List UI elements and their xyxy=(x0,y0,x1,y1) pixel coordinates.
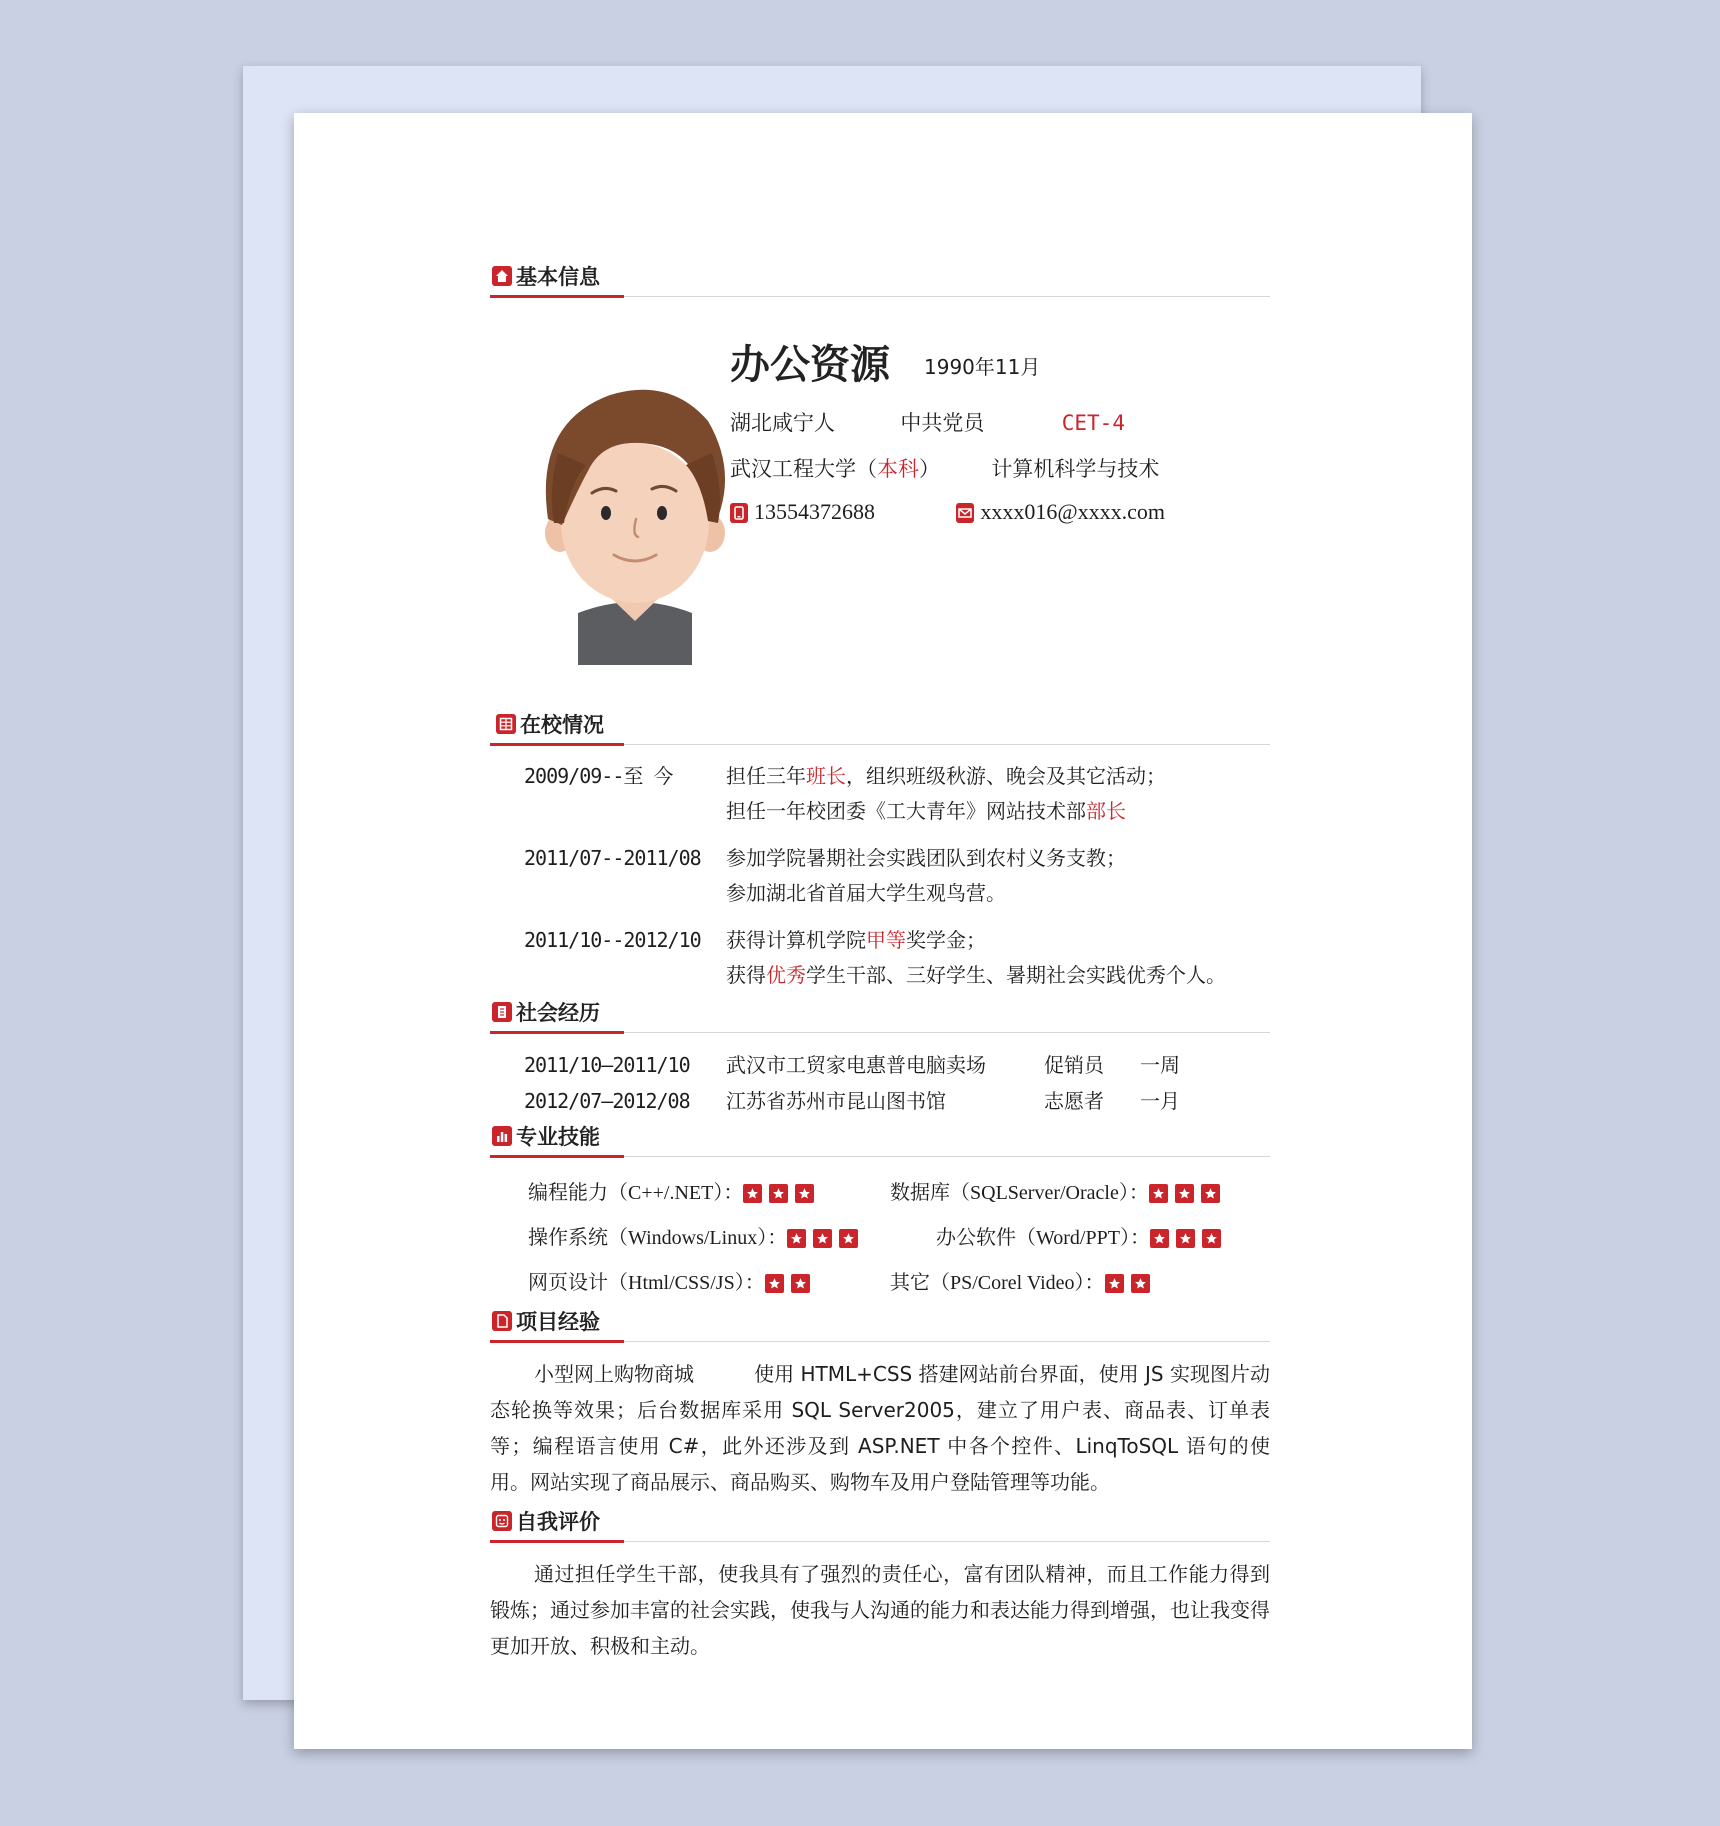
skill-item xyxy=(528,1216,936,1261)
entry-date: 2012/07—2012/08 xyxy=(524,1089,690,1113)
home-icon xyxy=(492,266,512,286)
entry-role: 促销员 xyxy=(1044,1053,1104,1077)
star-icon xyxy=(787,1229,806,1248)
section-self-header xyxy=(490,1508,1270,1542)
section-social-header xyxy=(490,999,1270,1033)
star-icon xyxy=(769,1184,788,1203)
project-description: 小型网上购物商城 使用 HTML+CSS 搭建网站前台界面，使用 JS 实现图片动态轮换等效果；后台数据库采用 SQL Server2005，建立了用户表、商品表、订单表等；编程语言使用 C#，此外还涉及到 ASP.NET 中各个控件、LinqToSQL 语句的使用。网站实现了商品展示、商品购买、购物车及用户登陆管理等功能。 xyxy=(490,1362,1270,1494)
skill-label: 其它（PS/Corel Video）： xyxy=(890,1272,1105,1294)
skill-stars xyxy=(1149,1171,1227,1216)
entry-duration: 一月 xyxy=(1140,1089,1180,1113)
politics: 中共党员 xyxy=(900,411,985,435)
skill-item xyxy=(528,1171,890,1216)
entry-highlight: 甲等 xyxy=(866,928,906,952)
avatar xyxy=(540,383,730,665)
skill-item xyxy=(890,1261,1157,1306)
section-title: 专业技能 xyxy=(516,1125,600,1149)
info-line-1 xyxy=(730,407,1125,437)
entry-text: 参加学院暑期社会实践团队到农村义务支教； xyxy=(726,846,1126,870)
star-icon xyxy=(1202,1229,1221,1248)
skills-row xyxy=(528,1171,1270,1216)
basic-info xyxy=(490,311,1270,711)
entry-highlight: 班长 xyxy=(806,764,846,788)
entry-date: 2011/07--2011/08 xyxy=(524,846,701,870)
info-line-2 xyxy=(730,453,1159,483)
school-entry xyxy=(524,923,1270,993)
skill-item xyxy=(936,1216,1228,1261)
skill-label: 办公软件（Word/PPT）： xyxy=(936,1227,1150,1249)
entry-highlight: 部长 xyxy=(1086,799,1126,823)
document-icon xyxy=(492,1002,512,1022)
entry-duration: 一周 xyxy=(1140,1053,1180,1077)
star-icon xyxy=(765,1274,784,1293)
entry-place: 江苏省苏州市昆山图书馆 xyxy=(726,1089,946,1113)
university-close: ） xyxy=(919,457,940,481)
file-icon xyxy=(492,1311,512,1331)
school-entry xyxy=(524,759,1270,829)
section-skills-header xyxy=(490,1123,1270,1157)
skill-stars xyxy=(765,1261,817,1306)
email-address: xxxx016@xxxx.com xyxy=(980,499,1166,524)
info-line-3 xyxy=(730,499,1165,525)
entry-text: 学生干部、三好学生、暑期社会实践优秀个人。 xyxy=(806,963,1226,987)
skills-row xyxy=(528,1216,1270,1261)
candidate-name: 办公资源 xyxy=(730,342,890,388)
skill-label: 网页设计（Html/CSS/JS）： xyxy=(528,1272,765,1294)
entry-text: 参加湖北省首届大学生观鸟营。 xyxy=(726,881,1006,905)
section-title: 基本信息 xyxy=(516,265,600,289)
major: 计算机科学与技术 xyxy=(991,457,1160,481)
star-icon xyxy=(795,1184,814,1203)
cert-badge: CET-4 xyxy=(1061,411,1125,435)
star-icon xyxy=(743,1184,762,1203)
entry-text: 担任一年校团委《工大青年》网站技术部 xyxy=(726,799,1086,823)
star-icon xyxy=(813,1229,832,1248)
section-title: 社会经历 xyxy=(516,1001,600,1025)
skills-row xyxy=(528,1261,1270,1306)
entry-text: 担任三年 xyxy=(726,764,806,788)
entry-text: 获得计算机学院 xyxy=(726,928,866,952)
skill-item xyxy=(890,1171,1227,1216)
entry-role: 志愿者 xyxy=(1044,1089,1104,1113)
entry-place: 武汉市工贸家电惠普电脑卖场 xyxy=(726,1053,986,1077)
university: 武汉工程大学（ xyxy=(730,457,877,481)
phone-icon xyxy=(730,503,748,523)
star-icon xyxy=(791,1274,810,1293)
social-entry xyxy=(524,1083,1270,1119)
resume-page xyxy=(294,113,1472,1749)
skill-label: 操作系统（Windows/Linux）： xyxy=(528,1227,788,1249)
skill-stars xyxy=(787,1216,865,1261)
bar-chart-icon xyxy=(492,1126,512,1146)
smile-icon xyxy=(492,1511,512,1531)
resume-content xyxy=(490,263,1270,1664)
star-icon xyxy=(1201,1184,1220,1203)
section-school-header xyxy=(490,711,1270,745)
entry-text: 奖学金； xyxy=(906,928,986,952)
section-title: 在校情况 xyxy=(520,713,604,737)
section-basic-header xyxy=(490,263,1270,297)
star-icon xyxy=(1150,1229,1169,1248)
star-icon xyxy=(1176,1229,1195,1248)
entry-highlight: 优秀 xyxy=(766,963,806,987)
birth-date: 1990年11月 xyxy=(924,355,1041,379)
school-entry xyxy=(524,841,1270,911)
star-icon xyxy=(1105,1274,1124,1293)
degree: 本科 xyxy=(877,457,919,481)
mail-icon xyxy=(956,503,974,523)
skill-stars xyxy=(743,1171,821,1216)
star-icon xyxy=(839,1229,858,1248)
entry-text: ，组织班级秋游、晚会及其它活动； xyxy=(846,764,1166,788)
entry-date: 2009/09--至 今 xyxy=(524,764,673,788)
hometown: 湖北咸宁人 xyxy=(730,411,835,435)
star-icon xyxy=(1149,1184,1168,1203)
table-icon xyxy=(496,714,516,734)
phone-number: 13554372688 xyxy=(754,499,875,524)
entry-date: 2011/10—2011/10 xyxy=(524,1053,690,1077)
skill-stars xyxy=(1150,1216,1228,1261)
social-entry xyxy=(524,1047,1270,1083)
self-evaluation: 通过担任学生干部，使我具有了强烈的责任心，富有团队精神，而且工作能力得到锻炼；通过参加丰富的社会实践，使我与人沟通的能力和表达能力得到增强，也让我变得更加开放、积极和主动。 xyxy=(490,1562,1270,1658)
section-project-header xyxy=(490,1308,1270,1342)
section-title: 项目经验 xyxy=(516,1310,600,1334)
skill-item xyxy=(528,1261,890,1306)
star-icon xyxy=(1175,1184,1194,1203)
skill-stars xyxy=(1105,1261,1157,1306)
skill-label: 数据库（SQLServer/Oracle）： xyxy=(890,1182,1149,1204)
star-icon xyxy=(1131,1274,1150,1293)
skill-label: 编程能力（C++/.NET）： xyxy=(528,1182,744,1204)
entry-date: 2011/10--2012/10 xyxy=(524,928,701,952)
section-title: 自我评价 xyxy=(516,1510,600,1534)
entry-text: 获得 xyxy=(726,963,766,987)
